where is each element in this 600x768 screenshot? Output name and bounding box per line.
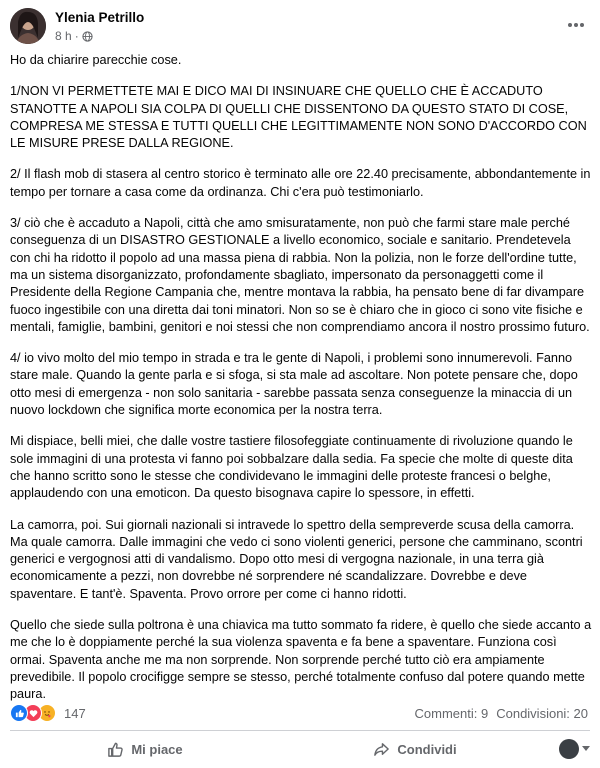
actions-divider (10, 730, 590, 731)
reaction-count[interactable]: 147 (64, 705, 86, 721)
post-text (10, 52, 592, 718)
like-reaction-icon (10, 704, 28, 722)
more-options-icon (567, 22, 585, 28)
post-paragraph: 3/ ciò che è accaduto a Napoli, città che amo smisuratamente, non può che farmi stare male perché conseguenza di un DISASTRO GESTIONALE a livello economico, sociale e sanitario. Prendetevela con chi ha ridotto il popolo ad una massa piena di rabbia. Non la polizia, non le forze dell'ordine tutte, ma un sistema disorganizzato, profondamente sbagliato, impersonato da personaggetti come il Presidente della Regione Campania che, mentre montava la rabbia, ha pensato bene di far divampare fuoco ingestibile con una diretta dai toni minatori. Non so se è chiaro che in gioco ci sono vite fisiche e mentali, famiglie, bambini, genitori e noi stessi che non comprendiamo ancora il nostro prossimo futuro. (10, 216, 590, 334)
post-paragraph: 2/ Il flash mob di stasera al centro storico è terminato alle ore 22.40 precisamente, abbondantemente in tempo per tornare a casa come da ordinanza. Chi c'era può testimoniarlo. (10, 167, 591, 199)
profile-mini-avatar (559, 739, 579, 759)
post-paragraph: 1/NON VI PERMETTETE MAI E DICO MAI DI INSINUARE CHE QUELLO CHE È ACCADUTO STANOTTE A NAPOLI SIA COLPA DI QUELLI CHE DISSENTONO DA QUESTO STATO DI COSE, COMPRESA ME STESSA E TUTTI QUELLI CHE LEGITTIMAMENTE NON SONO D'ACCORDO CON LE MISURE PRESE DALLA REGIONE. (10, 84, 587, 151)
thumbs-up-icon (107, 741, 124, 758)
author-name[interactable]: Ylenia Petrillo (55, 10, 145, 25)
post-paragraph: Ho da chiarire parecchie cose. (10, 53, 182, 67)
share-button-label: Condividi (397, 741, 457, 757)
reaction-profile-selector[interactable] (550, 739, 590, 759)
post-paragraph: Quello che siede sulla poltrona è una chiavica ma tutto sommato fa ridere, è quello che siede accanto a me che lo è doppiamente perché la sua violenza spaventa e fa bene a spaventare. Funziona così ormai. Spaventa anche me ma non sorprende. Non sorprende perché tutto ciò era ampiamente prevedibile. Il popolo crocifigge sempre se stesso, perché totalmente confuso dal potere quando mette paura. (10, 618, 592, 702)
reactions-bar (10, 703, 588, 723)
reaction-icons[interactable] (10, 704, 52, 722)
author-avatar[interactable] (10, 8, 46, 44)
meta-separator: · (74, 29, 79, 43)
comments-count[interactable]: Commenti: 9 (414, 705, 489, 721)
like-button-label: Mi piace (131, 741, 183, 757)
more-options-button[interactable] (562, 11, 590, 39)
post-paragraph: La camorra, poi. Sui giornali nazionali si intravede lo spettro della sempreverde scusa della camorra. Ma quale camorra. Dalle immagini che vedo ci sono violenti generici, persone che camminano, scontri generici e vergognosi atti di vandalismo. Dopo otto mesi di vergogna nazionale, in una terra già economicamente a pezzi, non dovrebbe né sorprendere né scandalizzare. Dovrebbe e deve spaventare. E tant'è. Spaventa. Provo orrore per come ci hanno ridotti. (10, 517, 583, 601)
post-header (0, 0, 600, 50)
chevron-down-icon (582, 746, 590, 752)
post-actions (10, 733, 590, 765)
engagement-stats (415, 706, 588, 721)
share-button[interactable] (280, 734, 550, 764)
post-paragraph: Mi dispiace, belli miei, che dalle vostre tastiere filosofeggiate continuamente di rivoluzione quando le sole immagini di una protesta vi fanno poi sobbalzare dalla sedia. Fa specie che molte di queste dita che hanno scritto sono le stesse che condividevano le immagini delle proteste francesi o belghe, applaudendo con una emoticon. Da questo bisognava capire lo spessore, in effetti. (10, 434, 573, 501)
shares-count[interactable]: Condivisioni: 20 (496, 705, 588, 721)
post-time[interactable]: 8 h (55, 29, 72, 43)
post-paragraph: 4/ io vivo molto del mio tempo in strada e tra le gente di Napoli, i problemi sono innumerevoli. Fanno stare male. Quando la gente parla e si sfoga, si sta male ad ascoltare. Non potete pensare che, dopo otto mesi di emergenza - non solo sanitaria - sarebbe passata senza conseguenze la minaccia di un nuovo lockdown che significa morte economica per la nostra terra. (10, 351, 578, 418)
share-arrow-icon (373, 741, 390, 758)
like-button[interactable] (10, 734, 280, 764)
globe-icon (82, 31, 93, 42)
post-meta (55, 29, 93, 43)
